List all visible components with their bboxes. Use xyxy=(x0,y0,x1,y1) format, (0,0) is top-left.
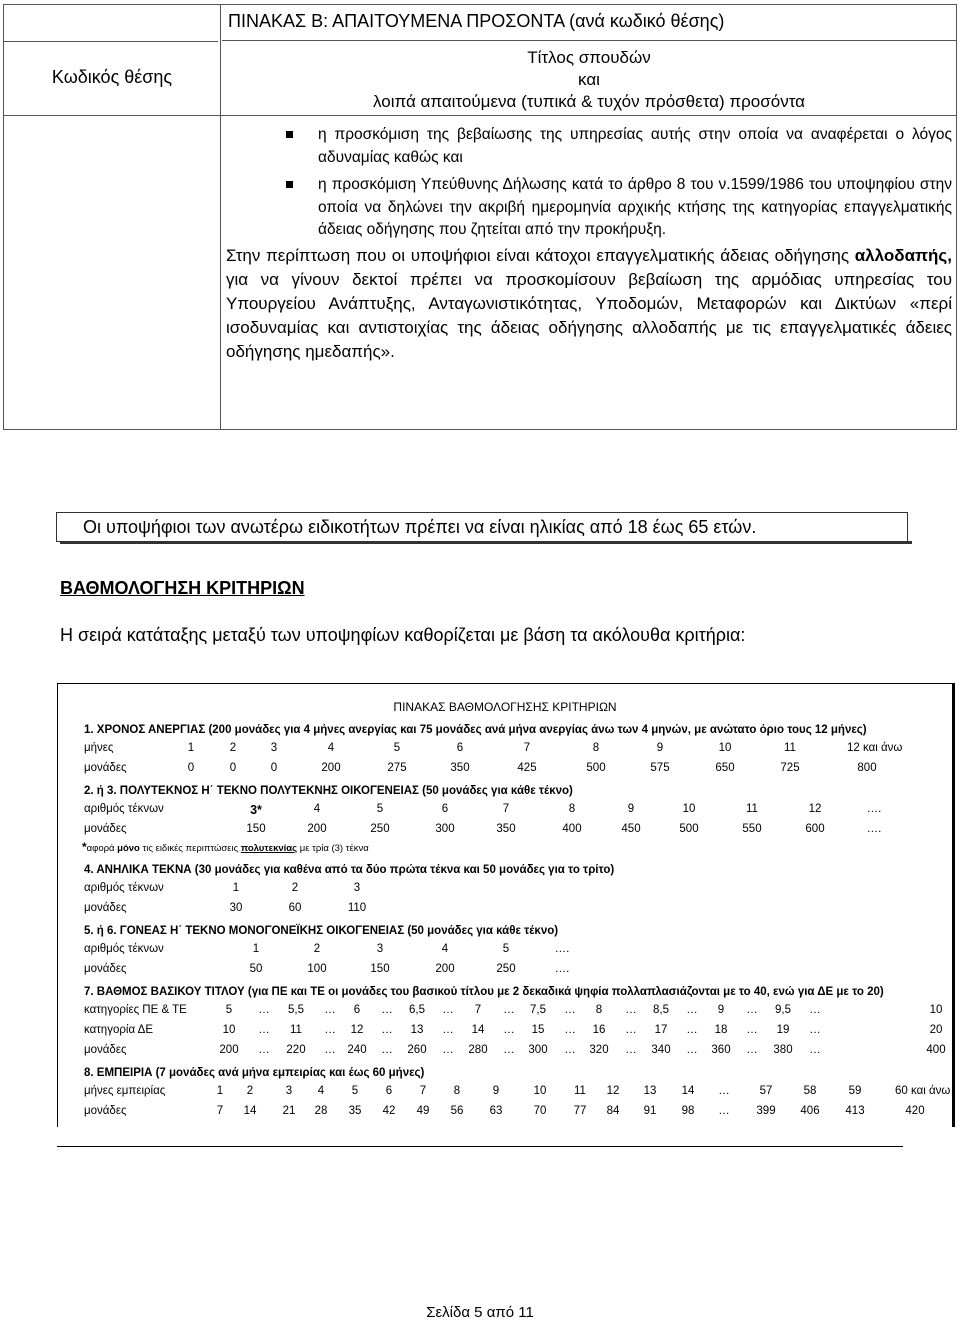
header-position-code: Κωδικός θέσης xyxy=(51,67,173,87)
table-cell: 11 xyxy=(574,1085,586,1097)
criterion-heading: 1. ΧΡΟΝΟΣ ΑΝΕΡΓΙΑΣ (200 μονάδες για 4 μήνες ανεργίας και 75 μονάδες ανά μήνα ανεργίας άνω των 4 μηνών, με ανώτατο όριο τους 12 μήνες) xyxy=(84,724,867,736)
para-bold: αλλοδαπής, xyxy=(854,245,952,265)
table-cell: 15 xyxy=(531,1024,545,1036)
row-label: κατηγορία ΔΕ xyxy=(84,1024,153,1036)
table-cell: 800 xyxy=(857,762,877,774)
table-cell: 1 xyxy=(252,943,260,955)
table-cell: 400 xyxy=(562,823,582,835)
table-cell: 500 xyxy=(679,823,699,835)
table-cell: 1 xyxy=(216,1085,224,1097)
table-cell: 725 xyxy=(780,762,800,774)
table-row xyxy=(84,1085,951,1101)
row-label: μήνες xyxy=(84,742,114,754)
table-cell: 220 xyxy=(286,1044,306,1056)
table-cell: 650 xyxy=(715,762,735,774)
table-cell: 7 xyxy=(216,1105,224,1117)
footnote xyxy=(82,840,369,854)
table-row xyxy=(84,1004,942,1020)
table-cell: 425 xyxy=(517,762,537,774)
table-cell: 150 xyxy=(370,963,390,975)
age-requirement-text: Οι υποψήφιοι των ανωτέρω ειδικοτήτων πρέπει να είναι ηλικίας από 18 έως 65 ετών. xyxy=(83,517,757,537)
table-row xyxy=(84,963,942,979)
table-cell: 10 xyxy=(718,742,732,754)
table-cell: 3 xyxy=(353,882,361,894)
table-cell: 49 xyxy=(416,1105,430,1117)
table-cell: 575 xyxy=(650,762,670,774)
table-cell: …. xyxy=(866,803,882,815)
table-cell: 4 xyxy=(317,1085,325,1097)
square-bullet-icon xyxy=(286,181,293,188)
table-cell: 3 xyxy=(376,943,384,955)
table-row xyxy=(84,882,942,898)
header-qualifications xyxy=(222,47,956,113)
table-cell: … xyxy=(564,1004,576,1016)
table-cell: …. xyxy=(554,943,570,955)
criteria-heading: ΒΑΘΜΟΛΟΓΗΣΗ ΚΡΙΤΗΡΙΩΝ xyxy=(60,578,305,598)
table-cell: 280 xyxy=(468,1044,488,1056)
table-cell: 4 xyxy=(441,943,449,955)
para-text-2: για να γίνουν δεκτοί πρέπει να προσκομίσουν βεβαίωση της αρμόδιας υπηρεσίας του Υπουργείου Ανάπτυξης, Ανταγωνιστικότητας, Υποδομών, Μεταφορών και Δικτύων «περί ισοδυναμίας και αντιστοιχίας της άδειας οδήγησης αλλοδαπής με τις επαγγελματικές άδειες οδήγησης ημεδαπής». xyxy=(226,269,952,361)
table-cell: 56 xyxy=(450,1105,464,1117)
table-cell: 340 xyxy=(651,1044,671,1056)
table-cell: 98 xyxy=(681,1105,695,1117)
footnote-part: με τρία (3) τέκνα xyxy=(297,843,369,854)
criterion-heading: 8. ΕΜΠΕΙΡΙΑ (7 μονάδες ανά μήνα εμπειρίας και έως 60 μήνες) xyxy=(84,1067,425,1079)
table-cell: 3 xyxy=(270,742,278,754)
table-cell: 250 xyxy=(496,963,516,975)
square-bullet-icon xyxy=(286,131,293,138)
bullet-item xyxy=(226,124,952,169)
table-cell: … xyxy=(503,1004,515,1016)
table-cell: … xyxy=(625,1024,637,1036)
table-cell: … xyxy=(746,1024,758,1036)
table-cell: 10 xyxy=(222,1024,236,1036)
table-cell: 18 xyxy=(714,1024,728,1036)
table-title-cell xyxy=(222,5,956,41)
table-cell: 320 xyxy=(589,1044,609,1056)
row-label: αριθμός τέκνων xyxy=(84,882,164,894)
table-cell: 300 xyxy=(528,1044,548,1056)
table-cell: 91 xyxy=(643,1105,657,1117)
table-title: ΠΙΝΑΚΑΣ Β: ΑΠΑΙΤΟΥΜΕΝΑ ΠΡΟΣΟΝΤΑ (ανά κωδικό θέσης) xyxy=(228,11,725,31)
table-cell: 406 xyxy=(800,1105,820,1117)
table-cell: 60 xyxy=(288,902,302,914)
table-cell: … xyxy=(324,1004,336,1016)
table-cell: … xyxy=(258,1044,270,1056)
qualifications-body xyxy=(226,124,952,364)
table-cell: … xyxy=(258,1004,270,1016)
table-cell: 5 xyxy=(351,1085,359,1097)
row-divider-header xyxy=(4,115,956,116)
table-cell: 200 xyxy=(435,963,455,975)
table-cell: 35 xyxy=(348,1105,362,1117)
row-label: μονάδες xyxy=(84,1044,127,1056)
header-line-1: Τίτλος σπουδών xyxy=(527,48,651,67)
table-cell: 10 xyxy=(533,1085,547,1097)
table-cell: … xyxy=(503,1044,515,1056)
table-cell: 100 xyxy=(307,963,327,975)
table-cell: … xyxy=(746,1004,758,1016)
table-cell: 19 xyxy=(776,1024,790,1036)
page-number: Σελίδα 5 από 11 xyxy=(426,1304,534,1321)
table-cell: 20 xyxy=(929,1024,943,1036)
table-cell: … xyxy=(809,1004,821,1016)
table-cell: … xyxy=(625,1004,637,1016)
table-cell: 420 xyxy=(905,1105,925,1117)
table-cell: 13 xyxy=(643,1085,657,1097)
table-cell: 12 και άνω xyxy=(847,742,903,754)
table-row xyxy=(84,1044,946,1060)
table-cell: … xyxy=(381,1044,393,1056)
table-cell: 2 xyxy=(291,882,299,894)
table-cell: 5 xyxy=(225,1004,233,1016)
table-cell: … xyxy=(718,1105,730,1117)
table-cell: 7 xyxy=(474,1004,482,1016)
table-cell: 7 xyxy=(523,742,531,754)
table-cell: 7 xyxy=(419,1085,427,1097)
table-cell: 7 xyxy=(502,803,510,815)
table-cell: 6 xyxy=(441,803,449,815)
table-cell: 70 xyxy=(533,1105,547,1117)
table-cell: 8 xyxy=(595,1004,603,1016)
table-cell: 4 xyxy=(313,803,321,815)
table-cell: … xyxy=(686,1004,698,1016)
table-cell: … xyxy=(564,1044,576,1056)
table-cell: 1 xyxy=(232,882,240,894)
table-row xyxy=(84,902,942,918)
table-cell: 500 xyxy=(586,762,606,774)
bullet-text: η προσκόμιση της βεβαίωσης της υπηρεσίας αυτής στην οποία να αναφέρεται ο λόγος αδυναμίας καθώς και xyxy=(318,126,952,166)
table-cell: 58 xyxy=(803,1085,817,1097)
table-cell: … xyxy=(809,1024,821,1036)
table-cell: 250 xyxy=(370,823,390,835)
header-line-3: λοιπά απαιτούμενα (τυπικά & τυχόν πρόσθετα) προσόντα xyxy=(373,92,805,111)
table-cell: 12 xyxy=(350,1024,364,1036)
table-cell: 240 xyxy=(347,1044,367,1056)
table-cell: 14 xyxy=(681,1085,695,1097)
table-cell: 12 xyxy=(808,803,822,815)
table-row xyxy=(84,1105,942,1121)
table-row xyxy=(84,803,942,819)
table-cell: 9 xyxy=(627,803,635,815)
header-line-2: και xyxy=(578,70,600,89)
table-cell: 16 xyxy=(592,1024,606,1036)
table-cell: 400 xyxy=(926,1044,946,1056)
table-cell: …. xyxy=(866,823,882,835)
table-cell: 0 xyxy=(187,762,195,774)
row-label: κατηγορίες ΠΕ & ΤΕ xyxy=(84,1004,187,1016)
table-cell: 6,5 xyxy=(409,1004,425,1016)
table-cell: … xyxy=(381,1004,393,1016)
table-cell: 21 xyxy=(282,1105,296,1117)
table-cell: 30 xyxy=(229,902,243,914)
table-cell: … xyxy=(442,1004,454,1016)
footer-divider xyxy=(57,1146,903,1147)
table-cell: 450 xyxy=(621,823,641,835)
table-cell: 300 xyxy=(435,823,455,835)
table-cell: … xyxy=(809,1044,821,1056)
table-cell: 63 xyxy=(489,1105,503,1117)
table-cell: … xyxy=(625,1044,637,1056)
criterion-heading: 4. ΑΝΗΛΙΚΑ ΤΕΚΝΑ (30 μονάδες για καθένα από τα δύο πρώτα τέκνα και 50 μονάδες για το τρίτο) xyxy=(84,864,615,876)
footnote-part: τις ειδικές περιπτώσεις xyxy=(139,843,241,854)
row-label: μονάδες xyxy=(84,762,127,774)
column-divider xyxy=(220,5,221,429)
table-cell: 10 xyxy=(929,1004,943,1016)
table-cell: … xyxy=(381,1024,393,1036)
bullet-text: η προσκόμιση Υπεύθυνης Δήλωσης κατά το άρθρο 8 του ν.1599/1986 του υποψηφίου στην οποία να δηλώνει την ακριβή ημερομηνία αρχικής κτήσης της κατηγορίας επαγγελματικής άδειας οδήγησης που ζητείται από την προκήρυξη. xyxy=(318,176,952,238)
table-cell: 8,5 xyxy=(653,1004,669,1016)
table-cell: 150 xyxy=(246,823,266,835)
table-cell: 110 xyxy=(347,902,367,914)
table-cell: 550 xyxy=(742,823,762,835)
foreign-license-paragraph xyxy=(226,244,952,364)
age-requirement-box xyxy=(56,512,908,542)
scoring-table xyxy=(57,683,955,1127)
row-label: αριθμός τέκνων xyxy=(84,943,164,955)
table-cell: 6 xyxy=(353,1004,361,1016)
table-cell: 275 xyxy=(387,762,407,774)
table-cell: … xyxy=(442,1024,454,1036)
table-cell: 17 xyxy=(654,1024,668,1036)
table-cell: … xyxy=(258,1024,270,1036)
footnote-part: αφορά xyxy=(86,843,118,854)
table-cell: 8 xyxy=(453,1085,461,1097)
table-cell: 5 xyxy=(393,742,401,754)
bullet-item xyxy=(226,174,952,242)
row-label: αριθμός τέκνων xyxy=(84,803,164,815)
table-cell: 1 xyxy=(187,742,195,754)
table-cell: 12 xyxy=(606,1085,620,1097)
table-cell: 2 xyxy=(246,1085,254,1097)
table-cell: 9 xyxy=(717,1004,725,1016)
table-row xyxy=(84,1024,942,1040)
table-cell: 8 xyxy=(592,742,600,754)
table-cell: 5 xyxy=(502,943,510,955)
table-cell: … xyxy=(442,1044,454,1056)
table-cell: … xyxy=(718,1085,730,1097)
table-cell: 3* xyxy=(250,803,262,817)
table-cell: 11 xyxy=(290,1024,302,1036)
row-divider-top xyxy=(4,41,218,42)
row-label: μονάδες xyxy=(84,1105,127,1117)
table-cell: 10 xyxy=(682,803,696,815)
table-cell: 6 xyxy=(456,742,464,754)
table-cell: 350 xyxy=(450,762,470,774)
table-cell: 600 xyxy=(805,823,825,835)
table-cell: 399 xyxy=(756,1105,776,1117)
table-cell: 11 xyxy=(784,742,796,754)
row-label: μονάδες xyxy=(84,963,127,975)
table-cell: 13 xyxy=(410,1024,424,1036)
table-cell: …. xyxy=(554,963,570,975)
table-cell: 3 xyxy=(285,1085,293,1097)
table-cell: 5,5 xyxy=(288,1004,304,1016)
table-cell: 8 xyxy=(568,803,576,815)
footnote-part: πολυτεκνίας xyxy=(240,843,298,854)
table-cell: 7,5 xyxy=(530,1004,546,1016)
row-label: μονάδες xyxy=(84,902,127,914)
table-cell: 0 xyxy=(229,762,237,774)
table-cell: … xyxy=(503,1024,515,1036)
table-cell: 14 xyxy=(471,1024,485,1036)
table-cell: 50 xyxy=(249,963,263,975)
table-cell: 84 xyxy=(606,1105,620,1117)
table-cell: 360 xyxy=(711,1044,731,1056)
table-cell: 2 xyxy=(229,742,237,754)
table-cell: … xyxy=(686,1024,698,1036)
table-cell: 413 xyxy=(845,1105,865,1117)
criterion-heading: 2. ή 3. ΠΟΛΥΤΕΚΝΟΣ Η΄ ΤΕΚΝΟ ΠΟΛΥΤΕΚΝΗΣ ΟΙΚΟΓΕΝΕΙΑΣ (50 μονάδες για κάθε τέκνο) xyxy=(84,785,573,797)
criterion-heading: 7. ΒΑΘΜΟΣ ΒΑΣΙΚΟΥ ΤΙΤΛΟΥ (για ΠΕ και ΤΕ οι μονάδες του βασικού τίτλου με 2 δεκαδικά ψηφία πολλαπλασιάζονται με το 40, ενώ για ΔΕ με το 20) xyxy=(84,986,884,998)
table-cell: 200 xyxy=(307,823,327,835)
table-cell: 4 xyxy=(327,742,335,754)
footnote-part: μόνο xyxy=(117,843,140,854)
table-cell: 9,5 xyxy=(775,1004,791,1016)
table-cell: 6 xyxy=(385,1085,393,1097)
table-row xyxy=(84,943,942,959)
table-cell: 59 xyxy=(848,1085,862,1097)
table-cell: 200 xyxy=(321,762,341,774)
table-cell: … xyxy=(564,1024,576,1036)
criterion-heading: 5. ή 6. ΓΟΝΕΑΣ Η΄ ΤΕΚΝΟ ΜΟΝΟΓΟΝΕΪΚΗΣ ΟΙΚΟΓΕΝΕΙΑΣ (50 μονάδες για κάθε τέκνο) xyxy=(84,925,559,937)
table-cell: 9 xyxy=(656,742,664,754)
table-cell: 57 xyxy=(759,1085,773,1097)
table-cell: 0 xyxy=(270,762,278,774)
row-label: μήνες εμπειρίας xyxy=(84,1085,166,1097)
table-cell: 77 xyxy=(573,1105,587,1117)
table-cell: 11 xyxy=(746,803,758,815)
table-cell: 9 xyxy=(492,1085,500,1097)
table-cell: … xyxy=(324,1044,336,1056)
table-cell: 380 xyxy=(773,1044,793,1056)
criteria-intro: Η σειρά κατάταξης μεταξύ των υποψηφίων καθορίζεται με βάση τα ακόλουθα κριτήρια: xyxy=(60,625,746,645)
row-label: μονάδες xyxy=(84,823,127,835)
para-text-1: Στην περίπτωση που οι υποψήφιοι είναι κάτοχοι επαγγελματικής άδειας οδήγησης xyxy=(226,245,850,265)
scoring-table-title: ΠΙΝΑΚΑΣ ΒΑΘΜΟΛΟΓΗΣΗΣ ΚΡΙΤΗΡΙΩΝ xyxy=(393,700,617,714)
table-cell: 14 xyxy=(243,1105,257,1117)
table-cell: 60 και άνω xyxy=(895,1085,951,1097)
table-cell: 42 xyxy=(382,1105,396,1117)
table-cell: … xyxy=(746,1044,758,1056)
table-cell: 200 xyxy=(219,1044,239,1056)
table-row xyxy=(84,762,942,778)
footnote-part: * xyxy=(82,840,87,854)
table-cell: 260 xyxy=(407,1044,427,1056)
table-cell: 350 xyxy=(496,823,516,835)
table-row xyxy=(84,742,942,758)
table-cell: … xyxy=(324,1024,336,1036)
table-cell: … xyxy=(686,1044,698,1056)
table-row xyxy=(84,823,942,839)
table-cell: 28 xyxy=(314,1105,328,1117)
table-cell: 5 xyxy=(376,803,384,815)
table-cell: 2 xyxy=(313,943,321,955)
